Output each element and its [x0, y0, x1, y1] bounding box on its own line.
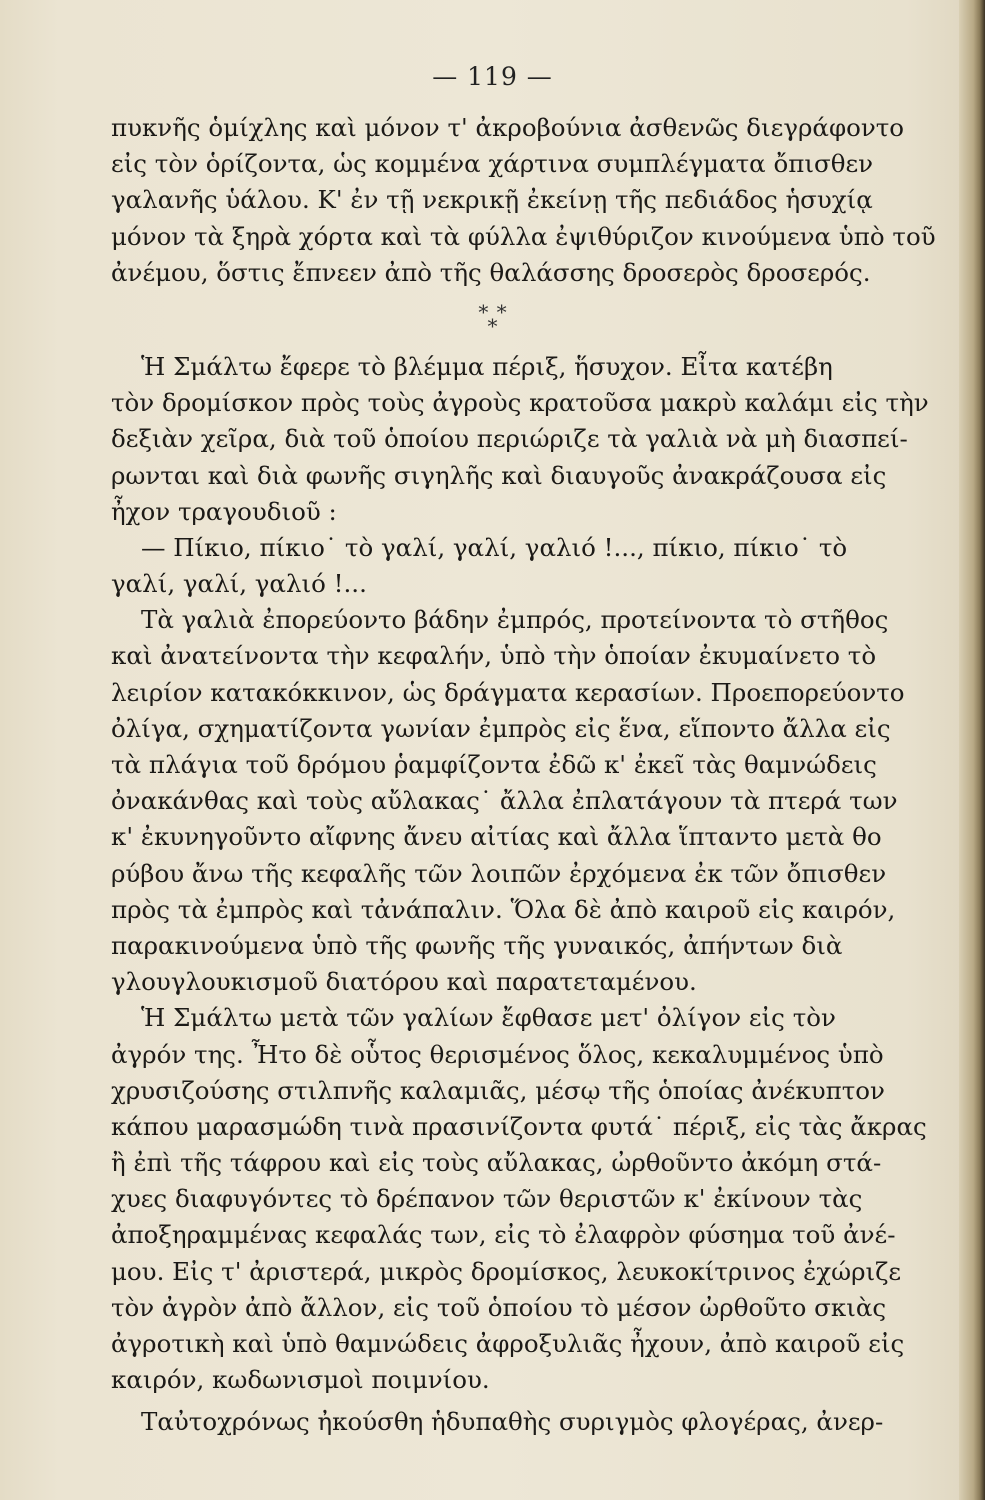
asterism: * * *	[478, 299, 507, 338]
text-line: ἢ ἐπὶ τῆς τάφρου καὶ εἰς τοὺς αὔλακας, ὠρθοῦντο ἀκόμη στά-	[111, 1148, 882, 1178]
text-line: τὸν δρομίσκον πρὸς τοὺς ἀγροὺς κρατοῦσα μακρὺ καλάμι εἰς τὴν	[111, 388, 929, 418]
text-line: ἀποξηραμμένας κεφαλάς των, εἰς τὸ ἐλαφρὸν φύσημα τοῦ ἀνέ-	[111, 1220, 896, 1250]
paragraph-4	[111, 602, 905, 1000]
text-line: Ταὐτοχρόνως ἠκούσθη ἡδυπαθὴς συριγμὸς φλογέρας, ἀνερ-	[141, 1407, 884, 1437]
text-line: ἀνέμου, ὅστις ἔπνεεν ἀπὸ τῆς θαλάσσης δροσερὸς δροσερός.	[111, 257, 871, 287]
text-line: γαλανῆς ὑάλου. Κ' ἐν τῇ νεκρικῇ ἐκείνῃ τῆς πεδιάδος ἡσυχίᾳ	[111, 185, 873, 215]
text-line: πυκνῆς ὁμίχλης καὶ μόνον τ' ἀκροβούνια ἀσθενῶς διεγράφοντο	[111, 113, 905, 142]
text-line: δεξιὰν χεῖρα, διὰ τοῦ ὁποίου περιώριζε τὰ γαλιὰ νὰ μὴ διασπεί-	[111, 424, 908, 454]
text-line: καιρόν, κωδωνισμοὶ ποιμνίου.	[111, 1365, 490, 1395]
text-line: παρακινούμενα ὑπὸ τῆς φωνῆς τῆς γυναικός, ἀπήντων διὰ	[111, 930, 843, 960]
text-line: μόνον τὰ ξηρὰ χόρτα καὶ τὰ φύλλα ἐψιθύριζον κινούμενα ὑπὸ τοῦ	[111, 221, 936, 251]
text-line: ὀλίγα, σχηματίζοντα γωνίαν ἐμπρὸς εἰς ἕνα, εἵποντο ἄλλα εἰς	[111, 713, 891, 743]
text-line: κ' ἐκυνηγοῦντο αἴφνης ἄνευ αἰτίας καὶ ἄλλα ἵπταντο μετὰ θο	[111, 822, 882, 852]
text-line: τὸν ἀγρὸν ἀπὸ ἄλλον, εἰς τοῦ ὁποίου τὸ μέσον ὠρθοῦτο σκιὰς	[111, 1292, 887, 1322]
paragraph-3	[111, 530, 848, 602]
text-line: χρυσιζούσης στιλπνῆς καλαμιᾶς, μέσῳ τῆς ὁποίας ἀνέκυπτον	[111, 1075, 885, 1105]
paragraph-2	[111, 349, 929, 530]
text-line: ἀγρόν της. Ἦτο δὲ οὗτος θερισμένος ὅλος, κεκαλυμμένος ὑπὸ	[111, 1039, 884, 1069]
text-line: ὀνακάνθας καὶ τοὺς αὔλακας˙ ἄλλα ἐπλατάγουν τὰ πτερά των	[111, 786, 898, 816]
text-line: χυες διαφυγόντες τὸ δρέπανον τῶν θεριστῶν κ' ἐκίνουν τὰς	[111, 1184, 863, 1214]
section-separator	[111, 291, 821, 349]
text-line: κάπου μαρασμώδη τινὰ πρασινίζοντα φυτά˙ πέριξ, εἰς τὰς ἄκρας	[111, 1111, 927, 1141]
text-line: τὰ πλάγια τοῦ δρόμου ῥαμφίζοντα ἐδῶ κ' ἐκεῖ τὰς θαμνώδεις	[111, 750, 877, 779]
text-line: ρύβου ἄνω τῆς κεφαλῆς τῶν λοιπῶν ἐρχόμενα ἐκ τῶν ὄπισθεν	[111, 858, 887, 888]
text-line: ἀγροτικὴ καὶ ὑπὸ θαμνώδεις ἀφροξυλιᾶς ἦχουν, ἀπὸ καιροῦ εἰς	[111, 1329, 905, 1358]
text-line: μου. Εἰς τ' ἀριστερά, μικρὸς δρομίσκος, λευκοκίτρινος ἐχώριζε	[111, 1256, 902, 1286]
text-line: ἦχον τραγουδιοῦ :	[111, 496, 337, 526]
body-text	[111, 110, 936, 1441]
text-line: Τὰ γαλιὰ ἐπορεύοντο βάδην ἐμπρός, προτείνοντα τὸ στῆθος	[141, 605, 889, 635]
text-line: γλουγλουκισμοῦ διατόρου καὶ παρατεταμένου.	[111, 967, 697, 997]
text-line: καὶ ἀνατείνοντα τὴν κεφαλήν, ὑπὸ τὴν ὁποίαν ἐκυμαίνετο τὸ	[111, 641, 877, 671]
text-line: Ἡ Σμάλτω μετὰ τῶν γαλίων ἔφθασε μετ' ὀλίγον εἰς τὸν	[141, 1003, 836, 1033]
text-line: — Πίκιο, πίκιο˙ τὸ γαλί, γαλί, γαλιό !..., πίκιο, πίκιο˙ τὸ	[141, 532, 848, 562]
text-line: πρὸς τὰ ἐμπρὸς καὶ τἀνάπαλιν. Ὅλα δὲ ἀπὸ καιροῦ εἰς καιρόν,	[111, 894, 896, 924]
text-line: εἰς τὸν ὁρίζοντα, ὡς κομμένα χάρτινα συμπλέγματα ὄπισθεν	[111, 149, 874, 179]
paragraph-1	[111, 110, 936, 291]
page-edge-shadow	[959, 0, 985, 1500]
text-line: λειρίον κατακόκκινον, ὡς δράγματα κερασίων. Προεπορεύοντο	[111, 677, 905, 707]
text-line: Ἡ Σμάλτω ἔφερε τὸ βλέμμα πέριξ, ἥσυχον. Εἶτα κατέβη	[141, 351, 833, 381]
page-number: — 119 —	[432, 62, 553, 91]
paragraph-5	[111, 1000, 927, 1398]
text-line: γαλί, γαλί, γαλιό !...	[111, 569, 367, 599]
text-line: ρωνται καὶ διὰ φωνῆς σιγηλῆς καὶ διαυγοῦς ἀνακράζουσα εἰς	[111, 460, 887, 490]
paragraph-6	[111, 1404, 884, 1440]
